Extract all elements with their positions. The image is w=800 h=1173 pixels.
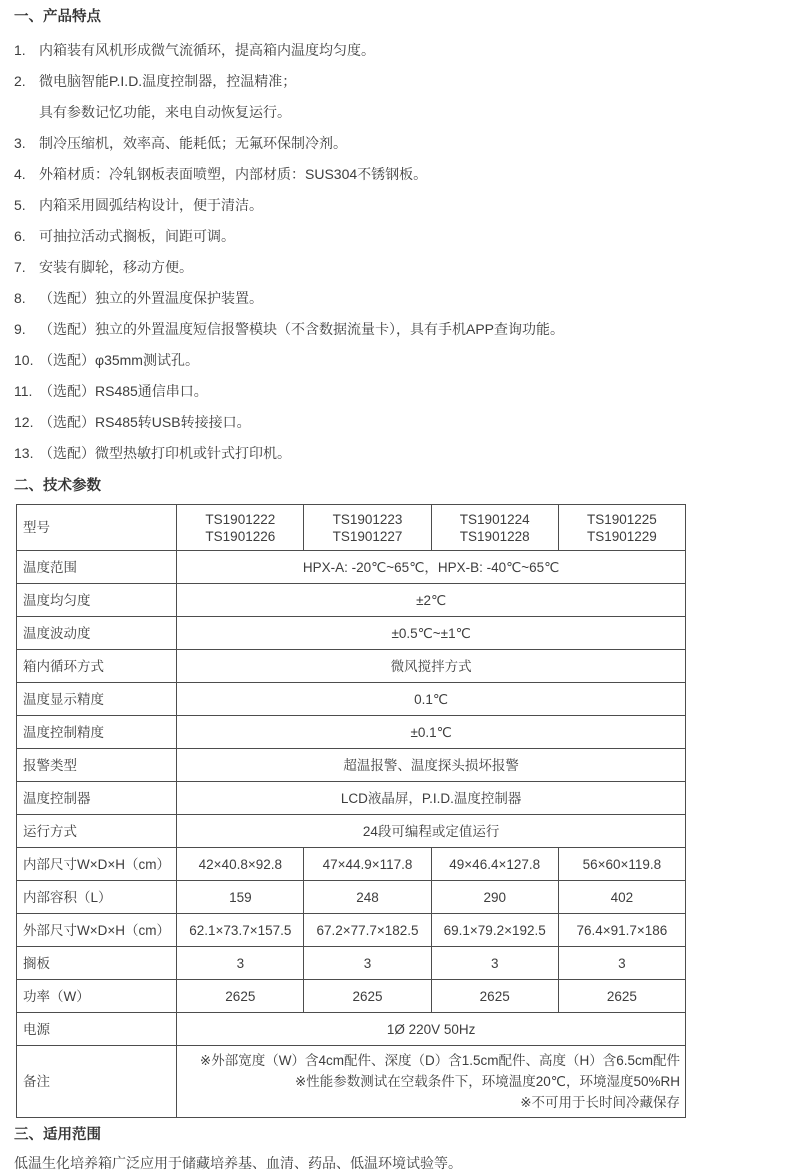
item-number: 11. — [14, 383, 33, 399]
item-number: 7. — [14, 259, 26, 275]
remark-line: ※不可用于长时间冷藏保存 — [520, 1095, 680, 1110]
cell-value: 290 — [431, 881, 558, 914]
table-row-inner-size — [17, 848, 686, 881]
feature-item-6 — [14, 227, 786, 246]
cell-value: 47×44.9×117.8 — [304, 848, 431, 881]
cell-value: 3 — [177, 947, 304, 980]
table-row-temp-range — [17, 551, 686, 584]
feature-item-8 — [14, 289, 786, 308]
row-label: 运行方式 — [17, 815, 177, 848]
row-label: 搁板 — [17, 947, 177, 980]
row-label: 温度波动度 — [17, 617, 177, 650]
section2-heading: 二、技术参数 — [14, 478, 101, 494]
remark-line: ※外部宽度（W）含4cm配件、深度（D）含1.5cm配件、高度（H）含6.5cm配件 — [199, 1053, 680, 1068]
row-value: 0.1℃ — [177, 683, 686, 716]
item-number: 6. — [14, 228, 26, 244]
spec-table — [16, 504, 686, 1118]
row-label: 内部容积（L） — [17, 881, 177, 914]
row-value: LCD液晶屏，P.I.D.温度控制器 — [177, 782, 686, 815]
section3-heading: 三、适用范围 — [14, 1127, 101, 1143]
row-label: 报警类型 — [17, 749, 177, 782]
feature-item-3 — [14, 134, 786, 153]
cell-value: 42×40.8×92.8 — [177, 848, 304, 881]
row-label: 温度范围 — [17, 551, 177, 584]
item-number: 4. — [14, 166, 26, 182]
row-value: ±2℃ — [177, 584, 686, 617]
item-text-line2: 具有参数记忆功能，来电自动恢复运行。 — [39, 104, 291, 120]
cell-value: 402 — [558, 881, 685, 914]
row-value: ±0.5℃~±1℃ — [177, 617, 686, 650]
feature-item-7 — [14, 258, 786, 277]
feature-item-5 — [14, 196, 786, 215]
item-text: 内箱装有风机形成微气流循环，提高箱内温度均匀度。 — [39, 42, 375, 58]
row-label: 温度均匀度 — [17, 584, 177, 617]
model-line: TS1901224 — [459, 511, 530, 527]
item-text: （选配）微型热敏打印机或针式打印机。 — [39, 445, 291, 461]
model-cell — [304, 505, 431, 551]
feature-item-4 — [14, 165, 786, 184]
item-number: 12. — [14, 414, 34, 430]
row-label: 外部尺寸W×D×H（cm） — [17, 914, 177, 947]
feature-item-12 — [14, 413, 786, 432]
row-label: 温度控制器 — [17, 782, 177, 815]
item-text: （选配）φ35mm测试孔。 — [39, 352, 199, 368]
item-number: 3. — [14, 135, 26, 151]
model-line: TS1901225 — [586, 511, 657, 527]
item-number: 9. — [14, 321, 26, 337]
cell-value: 2625 — [558, 980, 685, 1013]
table-row-outer-size — [17, 914, 686, 947]
model-line: TS1901229 — [586, 528, 657, 544]
cell-value: 76.4×91.7×186 — [558, 914, 685, 947]
table-row-fluctuation — [17, 617, 686, 650]
feature-list — [14, 41, 786, 463]
table-row-control-precision — [17, 716, 686, 749]
item-text: 外箱材质：冷轧钢板表面喷塑，内部材质：SUS304不锈钢板。 — [39, 166, 428, 182]
cell-value: 62.1×73.7×157.5 — [177, 914, 304, 947]
table-row-volume — [17, 881, 686, 914]
row-label: 电源 — [17, 1013, 177, 1046]
model-cell — [558, 505, 685, 551]
table-row-display-precision — [17, 683, 686, 716]
table-row-remarks — [17, 1046, 686, 1118]
feature-item-9 — [14, 320, 786, 339]
feature-item-13 — [14, 444, 786, 463]
item-number: 1. — [14, 42, 26, 58]
item-number: 2. — [14, 73, 26, 89]
table-row-supply — [17, 1013, 686, 1046]
cell-value: 2625 — [431, 980, 558, 1013]
table-row-model — [17, 505, 686, 551]
cell-value: 49×46.4×127.8 — [431, 848, 558, 881]
row-label: 内部尺寸W×D×H（cm） — [17, 848, 177, 881]
item-text: （选配）独立的外置温度保护装置。 — [39, 290, 263, 306]
cell-value: 159 — [177, 881, 304, 914]
cell-value: 2625 — [177, 980, 304, 1013]
feature-item-1 — [14, 41, 786, 60]
remarks-cell — [177, 1046, 686, 1118]
feature-item-2 — [14, 72, 786, 122]
section1-heading: 一、产品特点 — [14, 9, 101, 25]
model-line: TS1901223 — [332, 511, 403, 527]
row-label: 功率（W） — [17, 980, 177, 1013]
item-text-line1: 微电脑智能P.I.D.温度控制器，控温精准； — [39, 73, 297, 89]
row-label: 备注 — [17, 1046, 177, 1118]
row-value: 超温报警、温度探头损坏报警 — [177, 749, 686, 782]
item-text: 安装有脚轮，移动方便。 — [39, 259, 193, 275]
table-row-uniformity — [17, 584, 686, 617]
row-label: 温度显示精度 — [17, 683, 177, 716]
table-row-run-mode — [17, 815, 686, 848]
cell-value: 56×60×119.8 — [558, 848, 685, 881]
feature-item-11 — [14, 382, 786, 401]
model-line: TS1901227 — [332, 528, 403, 544]
model-cell — [177, 505, 304, 551]
row-value: ±0.1℃ — [177, 716, 686, 749]
section3-text: 低温生化培养箱广泛应用于储藏培养基、血清、药品、低温环境试验等。 — [14, 1155, 462, 1171]
item-number: 13. — [14, 445, 34, 461]
table-row-circulation — [17, 650, 686, 683]
row-value: 微风搅拌方式 — [177, 650, 686, 683]
row-label: 型号 — [17, 505, 177, 551]
cell-value: 67.2×77.7×182.5 — [304, 914, 431, 947]
table-row-shelves — [17, 947, 686, 980]
table-row-power — [17, 980, 686, 1013]
row-label: 温度控制精度 — [17, 716, 177, 749]
item-number: 10. — [14, 352, 34, 368]
item-text: （选配）RS485转USB转接接口。 — [39, 414, 251, 430]
cell-value: 69.1×79.2×192.5 — [431, 914, 558, 947]
item-text: （选配）独立的外置温度短信报警模块（不含数据流量卡），具有手机APP查询功能。 — [39, 321, 565, 337]
table-row-controller — [17, 782, 686, 815]
model-line: TS1901226 — [205, 528, 276, 544]
table-row-alarm — [17, 749, 686, 782]
item-text: 内箱采用圆弧结构设计，便于清洁。 — [39, 197, 263, 213]
cell-value: 3 — [558, 947, 685, 980]
cell-value: 2625 — [304, 980, 431, 1013]
item-text: 制冷压缩机，效率高、能耗低；无氟环保制冷剂。 — [39, 135, 347, 151]
cell-value: 3 — [431, 947, 558, 980]
remark-line: ※性能参数测试在空载条件下，环境温度20℃，环境湿度50%RH — [294, 1074, 680, 1089]
item-text: 可抽拉活动式搁板，间距可调。 — [39, 228, 235, 244]
item-number: 5. — [14, 197, 26, 213]
item-text: （选配）RS485通信串口。 — [39, 383, 208, 399]
row-value: HPX-A: -20℃~65℃，HPX-B: -40℃~65℃ — [177, 551, 686, 584]
row-value: 24段可编程或定值运行 — [177, 815, 686, 848]
row-value: 1Ø 220V 50Hz — [177, 1013, 686, 1046]
item-number: 8. — [14, 290, 26, 306]
model-line: TS1901228 — [459, 528, 530, 544]
row-label: 箱内循环方式 — [17, 650, 177, 683]
model-cell — [431, 505, 558, 551]
feature-item-10 — [14, 351, 786, 370]
item-text — [39, 72, 786, 122]
model-line: TS1901222 — [205, 511, 276, 527]
cell-value: 248 — [304, 881, 431, 914]
cell-value: 3 — [304, 947, 431, 980]
